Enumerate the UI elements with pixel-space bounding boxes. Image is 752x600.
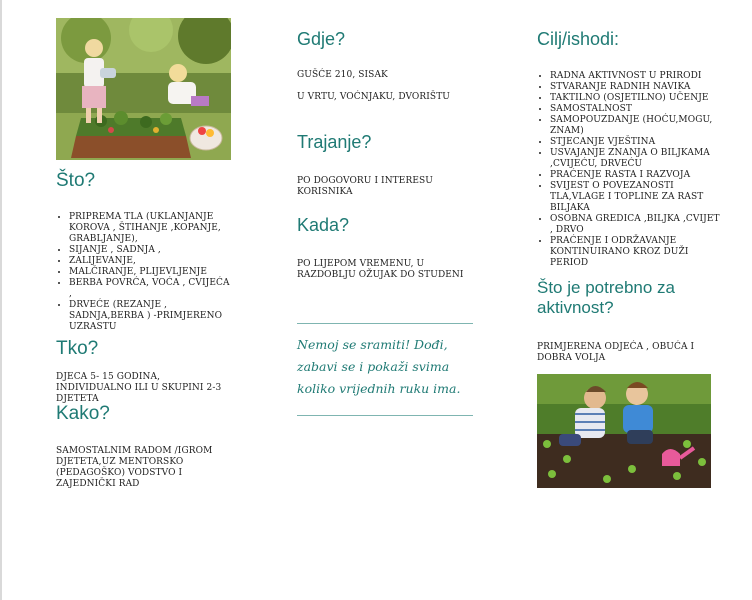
children-gardening-photo [56,18,231,160]
list-item: • PRAĆENJE RASTA I RAZVOJA [550,170,720,181]
list-item: • SIJANJE , SADNJA , [69,245,234,256]
kako-heading: Kako? [56,403,110,424]
list-item: • SVIJEST O POVEZANOSTI TLA,VLAGE I TOPLINE ZA RAST BILJAKA [550,181,720,214]
quote-rule-bottom [297,415,473,416]
gdje-heading: Gdje? [297,29,346,49]
list-item: • PRIPREMA TLA (UKLANJANJE KOROVA , ŠTIHANJE ,KOPANJE, GRABLJANJE), [69,212,234,245]
list-item: • SAMOSTALNOST [550,104,720,115]
boys-planting-photo [537,374,711,488]
tko-heading: Tko? [56,338,99,359]
invitation-quote: Nemoj se sramiti! Dođi, zabavi se i pokaži svima koliko vrijednih ruku ima. [297,337,461,396]
potrebno-heading: Što je potrebno za aktivnost? [537,278,675,318]
potrebno-text: PRIMJERENA ODJEĆA , OBUĆA I DOBRA VOLJA [537,342,695,363]
cilj-heading: Cilj/ishodi: [537,29,620,49]
gdje-location: U VRTU, VOĆNJAKU, DVORIŠTU [297,92,450,102]
tko-text: DJECA 5- 15 GODINA, INDIVIDUALNO ILI U SKUPINI 2-3 DJETETA [56,372,222,404]
cilj-list [537,71,720,269]
kada-heading: Kada? [297,215,350,235]
list-item: • USVAJANJE ZNANJA O BILJKAMA ,CVIJEĆU, DRVEĆU [550,148,720,170]
list-item: • PRAĆENJE I ODRŽAVANJE KONTINUIRANO KROZ DUŽI PERIOD [550,236,720,269]
gdje-address: GUŠĆE 210, SISAK [297,70,388,80]
kada-text: PO LIJEPOM VREMENU, U RAZDOBLJU OŽUJAK DO STUDENI [297,259,464,280]
quote-rule-top [297,323,473,324]
list-item: • DRVEĆE (REZANJE , SADNJA,BERBA ) -PRIMJERENO UZRASTU [69,300,234,333]
list-item: • STJECANJE VJEŠTINA [550,137,720,148]
list-item: • STVARANJE RADNIH NAVIKA [550,82,720,93]
list-item: • SAMOPOUZDANJE (HOĆU,MOGU, ZNAM) [550,115,720,137]
list-item: • OSOBNA GREDICA ,BILJKA ,CVIJET , DRVO [550,214,720,236]
list-item: • MALČIRANJE, PLIJEVLJENJE [69,267,234,278]
page-edge [0,0,2,600]
sto-list [56,212,234,333]
list-item: • BERBA POVRĆA, VOĆA , CVIJEĆA , [69,278,234,300]
trajanje-heading: Trajanje? [297,132,372,152]
list-item: • TAKTILNO (OSJETILNO) UČENJE [550,93,720,104]
list-item: • RADNA AKTIVNOST U PRIRODI [550,71,720,82]
sto-heading: Što? [56,170,96,191]
trajanje-text: PO DOGOVORU I INTERESU KORISNIKA [297,176,433,197]
list-item: • ZALIJEVANJE, [69,256,234,267]
kako-text: SAMOSTALNIM RADOM /IGROM DJETETA,UZ MENTORSKO (PEDAGOŠKO) VODSTVO I ZAJEDNIČKI RAD [56,446,213,489]
